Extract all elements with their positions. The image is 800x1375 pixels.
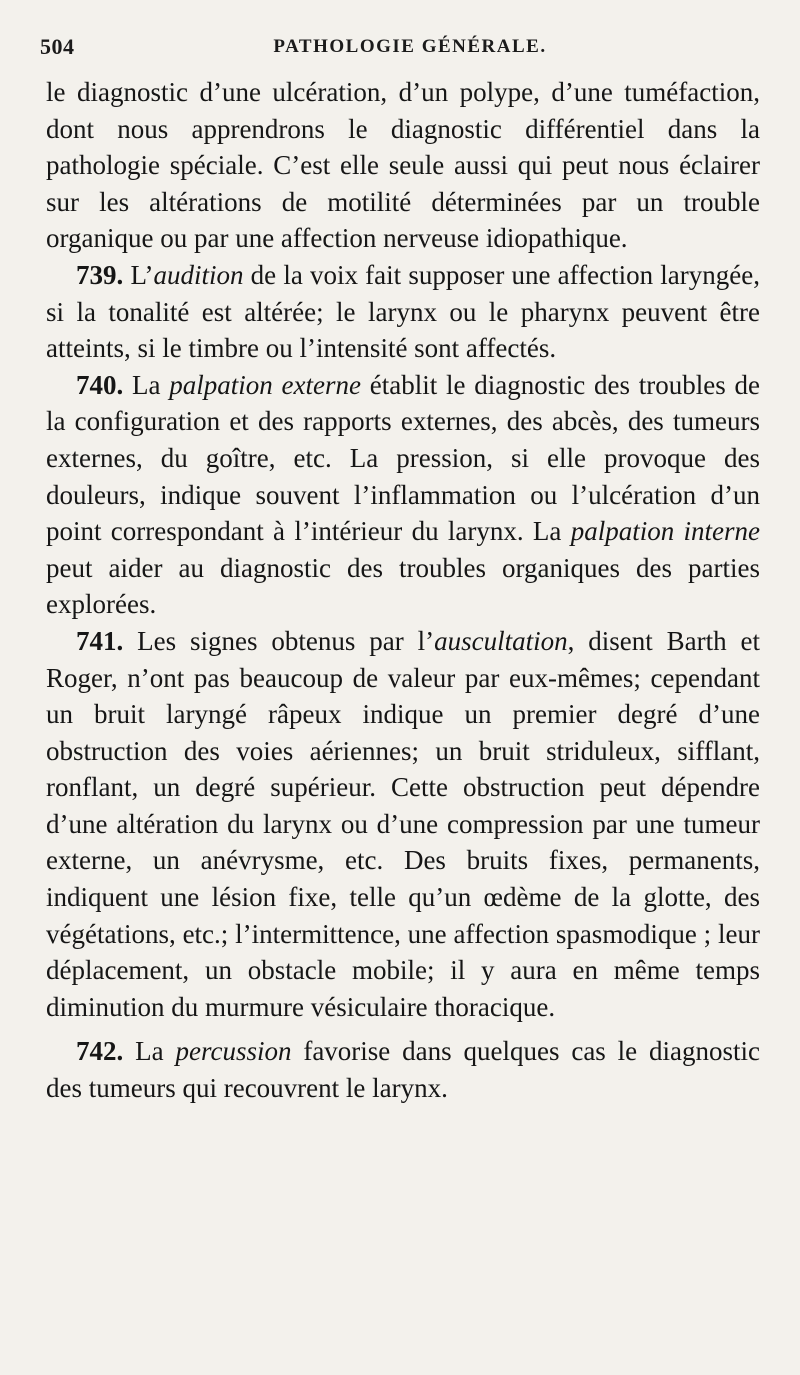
paragraph-text: favorise dans quelques cas le diagnostic des tumeurs qui recouvrent le larynx. (46, 1036, 761, 1104)
paragraph-continuation (46, 74, 760, 257)
running-title: PATHOLOGIE GÉNÉRALE. (273, 36, 547, 57)
paragraph-text: La (132, 369, 170, 400)
paragraph-text: Les signes obtenus par l’ (137, 625, 435, 656)
paragraph-number: 740. (76, 369, 124, 400)
paragraph-740 (46, 367, 760, 623)
paragraph-739 (46, 257, 760, 367)
body-text (46, 74, 760, 1107)
paragraph-742 (46, 1033, 760, 1106)
paragraph-gap (46, 1025, 760, 1033)
paragraph-text: , disent Barth et Roger, n’ont pas beaucoup de valeur par eux-mêmes; cependant un bruit laryngé râpeux indique un premier degré d’une obstruction des voies aériennes; un bruit striduleux, sifflant, ronflant, un degré supérieur. Cette obstruction peut dépendre d’une altération du larynx ou d’une compression par une tumeur externe, un anévrysme, etc. Des bruits fixes, permanents, indiquent une lésion fixe, telle qu’un œdème de la glotte, des végétations, etc.; l’intermittence, une affection spasmodique ; leur déplacement, un obstacle mobile; il y aura en même temps diminution du murmure vésiculaire thoracique. (46, 625, 760, 1022)
paragraph-text: le diagnostic d’une ulcération, d’un polype, d’une tuméfaction, dont nous apprendrons le diagnostic différentiel dans la pathologie spéciale. C’est elle seule aussi qui peut nous éclairer sur les altérations de motilité déterminées par un trouble organique ou par une affection nerveuse idiopathique. (46, 77, 760, 254)
paragraph-text: peut aider au diagnostic des troubles organiques des parties explorées. (46, 552, 760, 620)
paragraph-text: établit le diagnostic des troubles de la configuration et des rapports externes, des abcès, des tumeurs externes, du goître, etc. La pression, si elle provoque des douleurs, indique souvent l’inflammation ou l’ulcération d’un point correspondant à l’intérieur du larynx. La (46, 369, 761, 547)
italic-term: percussion (175, 1036, 292, 1067)
paragraph-text: de la voix fait supposer une affection laryngée, si la tonalité est altérée; le larynx ou le pharynx peuvent être atteints, si le timbre ou l’intensité sont affectés. (46, 259, 760, 364)
page-header (40, 34, 760, 64)
paragraph-number: 739. (76, 259, 124, 290)
paragraph-text: La (135, 1036, 176, 1067)
italic-term: palpation interne (570, 516, 760, 547)
paragraph-number: 741. (76, 625, 124, 656)
paragraph-741 (46, 623, 760, 1026)
italic-term: palpation externe (169, 369, 361, 400)
italic-term: auscultation (434, 625, 568, 656)
italic-term: audition (153, 259, 244, 290)
paragraph-number: 742. (76, 1036, 124, 1067)
paragraph-text: L’ (130, 259, 154, 290)
page-number: 504 (40, 34, 75, 59)
